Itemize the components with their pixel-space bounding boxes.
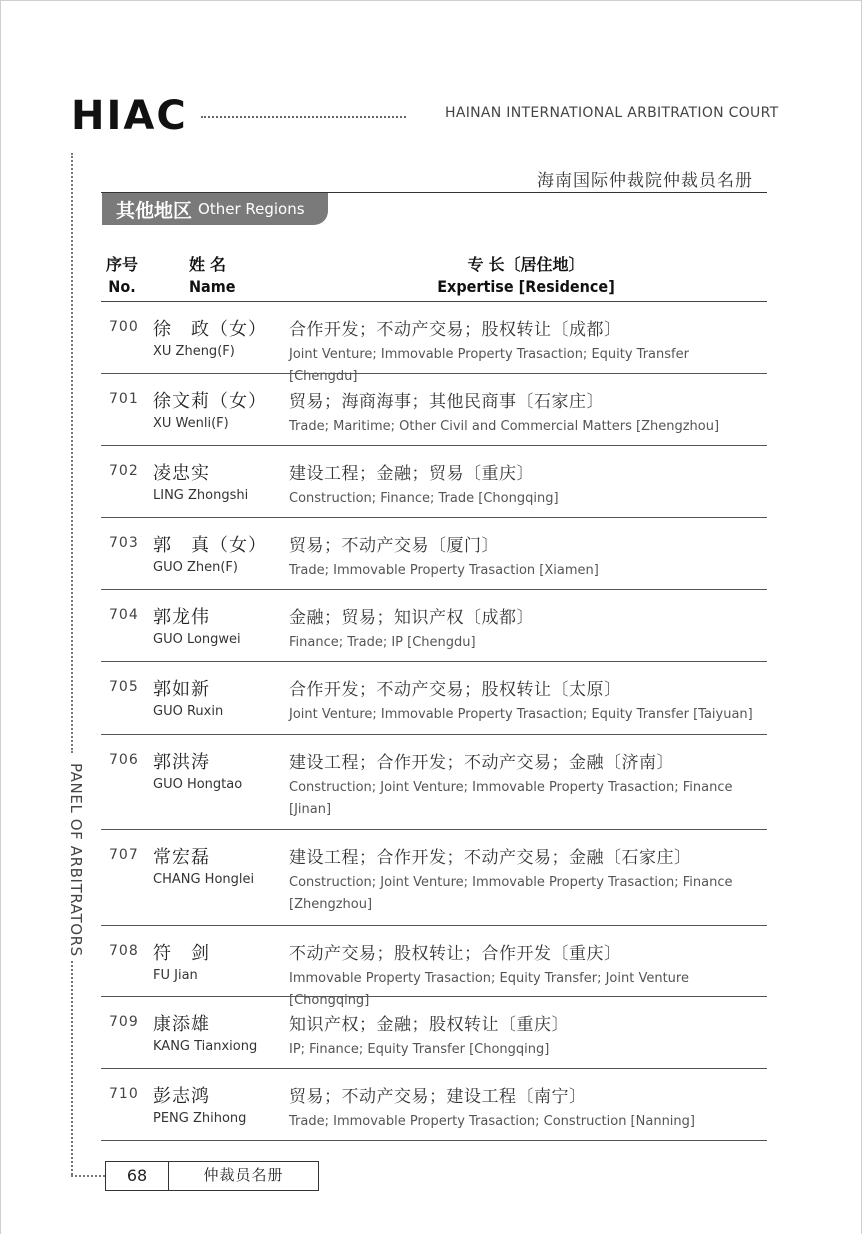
table-row xyxy=(101,735,767,830)
table-row xyxy=(101,997,767,1069)
header-subtitle: 海南国际仲裁院仲裁员名册 xyxy=(537,171,753,191)
table-row xyxy=(101,662,767,735)
header-dotted-rule xyxy=(201,116,406,118)
column-header-expertise-en: Expertise [Residence] xyxy=(437,277,615,296)
margin-dotted-line-horizontal xyxy=(71,1175,105,1177)
row-expertise-zh: 建设工程；合作开发；不动产交易；金融〔石家庄〕 xyxy=(289,848,692,868)
margin-dotted-line-bottom xyxy=(71,961,73,1175)
row-expertise-zh: 贸易；海商海事；其他民商事〔石家庄〕 xyxy=(289,392,604,412)
row-name-en: XU Zheng(F) xyxy=(153,344,235,359)
table-row xyxy=(101,926,767,1008)
row-number: 701 xyxy=(109,391,139,407)
row-name-en: KANG Tianxiong xyxy=(153,1039,258,1054)
row-expertise-en: Finance; Trade; IP [Chengdu] xyxy=(289,635,476,650)
region-tab-zh: 其他地区 xyxy=(116,199,193,222)
row-number: 703 xyxy=(109,535,139,551)
row-expertise-en: Joint Venture; Immovable Property Trasaction; Equity Transfer [Taiyuan] xyxy=(289,707,753,722)
row-expertise-zh: 贸易；不动产交易〔厦门〕 xyxy=(289,536,499,556)
row-number: 707 xyxy=(109,847,139,863)
row-expertise-en: Trade; Maritime; Other Civil and Commercial Matters [Zhengzhou] xyxy=(289,419,720,434)
page-footer xyxy=(105,1161,319,1191)
hiac-logo: HIAC xyxy=(71,93,188,139)
row-name-zh: 徐文莉（女） xyxy=(153,391,267,412)
row-number: 705 xyxy=(109,679,139,695)
column-header-name xyxy=(189,254,236,298)
page-number: 68 xyxy=(106,1162,169,1190)
row-name-en: GUO Ruxin xyxy=(153,704,224,719)
row-name-en: GUO Zhen(F) xyxy=(153,560,238,575)
row-expertise-zh: 不动产交易；股权转让；合作开发〔重庆〕 xyxy=(289,944,622,964)
column-header-no xyxy=(106,254,138,298)
row-name-zh: 符 剑 xyxy=(153,943,210,964)
row-expertise-en: Joint Venture; Immovable Property Trasaction; Equity Transfer [Chengdu] xyxy=(289,347,689,384)
table-row xyxy=(101,590,767,662)
column-header-expertise xyxy=(291,254,761,298)
row-name-en: LING Zhongshi xyxy=(153,488,249,503)
column-header-expertise-zh: 专 长〔居住地〕 xyxy=(467,255,585,274)
row-expertise-zh: 知识产权；金融；股权转让〔重庆〕 xyxy=(289,1015,569,1035)
region-tab xyxy=(102,193,328,225)
table-row xyxy=(101,446,767,518)
row-expertise-en: Trade; Immovable Property Trasaction [Xiamen] xyxy=(289,563,599,578)
side-label: PANEL OF ARBITRATORS xyxy=(67,763,85,957)
table-row xyxy=(101,302,767,384)
row-name-en: FU Jian xyxy=(153,968,198,983)
column-header-no-zh: 序号 xyxy=(106,255,139,274)
column-header-name-en: Name xyxy=(189,277,236,296)
row-expertise-en: Trade; Immovable Property Trasaction; Construction [Nanning] xyxy=(289,1114,695,1129)
row-expertise-zh: 建设工程；金融；贸易〔重庆〕 xyxy=(289,464,534,484)
row-number: 709 xyxy=(109,1014,139,1030)
row-name-en: CHANG Honglei xyxy=(153,872,255,887)
row-name-zh: 郭龙伟 xyxy=(153,607,210,628)
row-name-zh: 郭 真（女） xyxy=(153,535,267,556)
footer-title: 仲裁员名册 xyxy=(203,1166,284,1184)
row-name-en: XU Wenli(F) xyxy=(153,416,229,431)
margin-dotted-line-top xyxy=(71,153,73,753)
table-row xyxy=(101,374,767,446)
row-expertise-en: Construction; Finance; Trade [Chongqing] xyxy=(289,491,559,506)
row-number: 702 xyxy=(109,463,139,479)
row-name-zh: 彭志鸿 xyxy=(153,1086,210,1107)
column-header-name-zh: 姓 名 xyxy=(189,255,227,274)
row-expertise-zh: 贸易；不动产交易；建设工程〔南宁〕 xyxy=(289,1087,587,1107)
row-name-zh: 徐 政（女） xyxy=(153,319,267,340)
row-number: 706 xyxy=(109,752,139,768)
table-row xyxy=(101,1069,767,1141)
row-name-zh: 郭洪涛 xyxy=(153,752,210,773)
table-row xyxy=(101,518,767,590)
row-expertise-en: Construction; Joint Venture; Immovable Property Trasaction; Finance [Jinan] xyxy=(289,780,733,817)
row-name-zh: 康添雄 xyxy=(153,1014,210,1035)
row-name-zh: 郭如新 xyxy=(153,679,210,700)
row-name-en: PENG Zhihong xyxy=(153,1111,247,1126)
row-expertise-zh: 合作开发；不动产交易；股权转让〔太原〕 xyxy=(289,680,622,700)
row-name-zh: 常宏磊 xyxy=(153,847,210,868)
row-name-en: GUO Hongtao xyxy=(153,777,243,792)
row-expertise-en: IP; Finance; Equity Transfer [Chongqing] xyxy=(289,1042,550,1057)
row-expertise-en: Construction; Joint Venture; Immovable Property Trasaction; Finance [Zhengzhou] xyxy=(289,875,733,912)
row-expertise-zh: 金融；贸易；知识产权〔成都〕 xyxy=(289,608,534,628)
row-number: 700 xyxy=(109,319,139,335)
row-name-en: GUO Longwei xyxy=(153,632,241,647)
arbitrator-table xyxy=(101,302,767,1141)
row-number: 708 xyxy=(109,943,139,959)
row-expertise-zh: 合作开发；不动产交易；股权转让〔成都〕 xyxy=(289,320,622,340)
row-number: 710 xyxy=(109,1086,139,1102)
header-organization: HAINAN INTERNATIONAL ARBITRATION COURT xyxy=(445,105,779,121)
column-header-no-en: No. xyxy=(108,277,136,296)
row-expertise-zh: 建设工程；合作开发；不动产交易；金融〔济南〕 xyxy=(289,753,674,773)
row-expertise-en: Immovable Property Trasaction; Equity Transfer; Joint Venture [Chongqing] xyxy=(289,971,689,1008)
row-number: 704 xyxy=(109,607,139,623)
region-tab-en: Other Regions xyxy=(198,200,305,218)
table-row xyxy=(101,830,767,926)
row-name-zh: 凌忠实 xyxy=(153,463,210,484)
